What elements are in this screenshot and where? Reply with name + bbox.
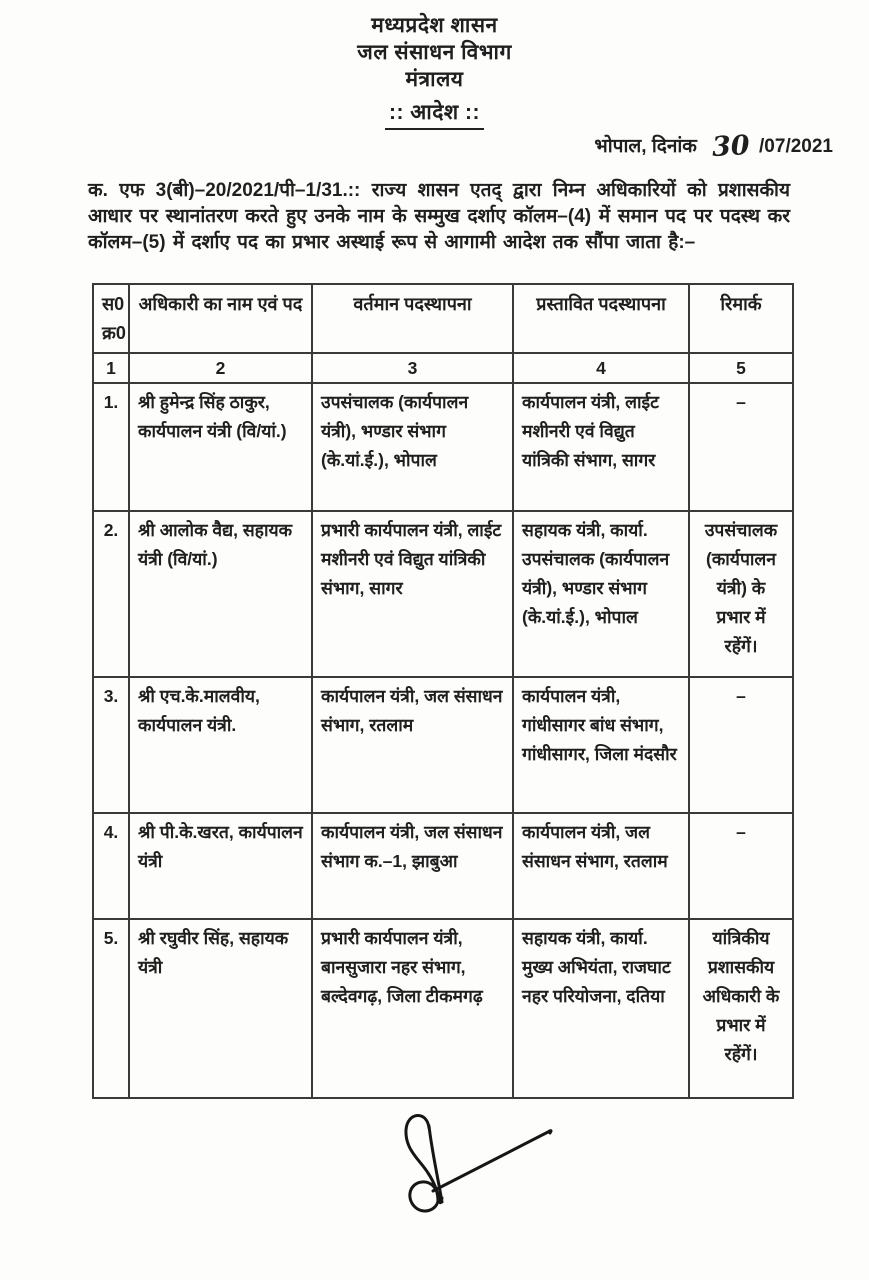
cell-remark: –	[689, 813, 793, 919]
cell-officer-name: श्री पी.के.खरत, कार्यपालन यंत्री	[129, 813, 312, 919]
date-month-year: /07/2021	[759, 136, 833, 157]
table-header-row	[93, 284, 793, 353]
column-number: 5	[689, 353, 793, 383]
table-row	[93, 919, 793, 1098]
cell-serial: 5.	[93, 919, 129, 1098]
cell-remark: –	[689, 383, 793, 511]
handwritten-day: 30	[711, 130, 751, 163]
order-reference-number: क. एफ 3(बी)–20/2021/पी–1/31.::	[88, 180, 361, 201]
cell-proposed-posting: कार्यपालन यंत्री, जल संसाधन संभाग, रतलाम	[513, 813, 689, 919]
cell-current-posting: प्रभारी कार्यपालन यंत्री, बानसुजारा नहर संभाग, बल्देवगढ़, जिला टीकमगढ़	[312, 919, 513, 1098]
order-paragraph	[88, 178, 790, 256]
cell-current-posting: प्रभारी कार्यपालन यंत्री, लाईट मशीनरी एवं विद्युत यांत्रिकी संभाग, सागर	[312, 511, 513, 677]
table-row	[93, 511, 793, 677]
cell-proposed-posting: सहायक यंत्री, कार्या. मुख्य अभियंता, राजघाट नहर परियोजना, दतिया	[513, 919, 689, 1098]
department-name: जल संसाधन विभाग	[357, 41, 512, 64]
column-number: 2	[129, 353, 312, 383]
cell-proposed-posting: सहायक यंत्री, कार्या. उपसंचालक (कार्यपालन यंत्री), भण्डार संभाग (के.यां.ई.), भोपाल	[513, 511, 689, 677]
header-current-posting: वर्तमान पदस्थापना	[312, 284, 513, 353]
cell-remark: उपसंचालक (कार्यपालन यंत्री) के प्रभार में रहेंगें।	[689, 511, 793, 677]
letterhead	[0, 0, 869, 93]
cell-serial: 3.	[93, 677, 129, 813]
cell-serial: 2.	[93, 511, 129, 677]
ministry-name: मंत्रालय	[405, 68, 464, 91]
header-remark: रिमार्क	[689, 284, 793, 353]
cell-serial: 1.	[93, 383, 129, 511]
order-heading: :: आदेश ::	[385, 98, 484, 130]
place-dateline	[0, 131, 869, 162]
cell-remark: यांत्रिकीय प्रशासकीय अधिकारी के प्रभार में रहेंगें।	[689, 919, 793, 1098]
cell-remark: –	[689, 677, 793, 813]
order-body-text: राज्य शासन एतद् द्वारा निम्न अधिकारियों को प्रशासकीय आधार पर स्थानांतरण करते हुए उनके नाम के सम्मुख दर्शाए कॉलम–(4) में समान पद पर पदस्थ कर कॉलम–(5) में दर्शाए पद का प्रभार अस्थाई रूप से आगामी आदेश तक सौंपा जाता है:–	[88, 180, 790, 253]
header-officer-name: अधिकारी का नाम एवं पद	[129, 284, 312, 353]
signature-icon	[398, 1098, 598, 1238]
column-number: 4	[513, 353, 689, 383]
header-serial-line2: क्र0	[102, 323, 126, 343]
cell-proposed-posting: कार्यपालन यंत्री, गांधीसागर बांध संभाग, गांधीसागर, जिला मंदसौर	[513, 677, 689, 813]
column-number: 3	[312, 353, 513, 383]
cell-current-posting: कार्यपालन यंत्री, जल संसाधन संभाग, रतलाम	[312, 677, 513, 813]
cell-current-posting: उपसंचालक (कार्यपालन यंत्री), भण्डार संभाग (के.यां.ई.), भोपाल	[312, 383, 513, 511]
cell-officer-name: श्री हुमेन्द्र सिंह ठाकुर, कार्यपालन यंत्री (वि/यां.)	[129, 383, 312, 511]
table-row	[93, 677, 793, 813]
header-serial-line1: स0	[102, 294, 125, 314]
government-name: मध्यप्रदेश शासन	[371, 14, 498, 37]
cell-officer-name: श्री एच.के.मालवीय, कार्यपालन यंत्री.	[129, 677, 312, 813]
header-serial	[93, 284, 129, 353]
column-number-row	[93, 353, 793, 383]
cell-officer-name: श्री रघुवीर सिंह, सहायक यंत्री	[129, 919, 312, 1098]
table-row	[93, 813, 793, 919]
cell-current-posting: कार्यपालन यंत्री, जल संसाधन संभाग क.–1, झाबुआ	[312, 813, 513, 919]
transfer-table	[92, 283, 794, 1099]
place-date-label: भोपाल, दिनांक	[594, 136, 697, 157]
table-row	[93, 383, 793, 511]
cell-serial: 4.	[93, 813, 129, 919]
header-proposed-posting: प्रस्तावित पदस्थापना	[513, 284, 689, 353]
order-heading-wrap	[0, 98, 869, 130]
signature-scribble	[398, 1098, 598, 1238]
column-number: 1	[93, 353, 129, 383]
cell-proposed-posting: कार्यपालन यंत्री, लाईट मशीनरी एवं विद्युत यांत्रिकी संभाग, सागर	[513, 383, 689, 511]
cell-officer-name: श्री आलोक वैद्य, सहायक यंत्री (वि/यां.)	[129, 511, 312, 677]
